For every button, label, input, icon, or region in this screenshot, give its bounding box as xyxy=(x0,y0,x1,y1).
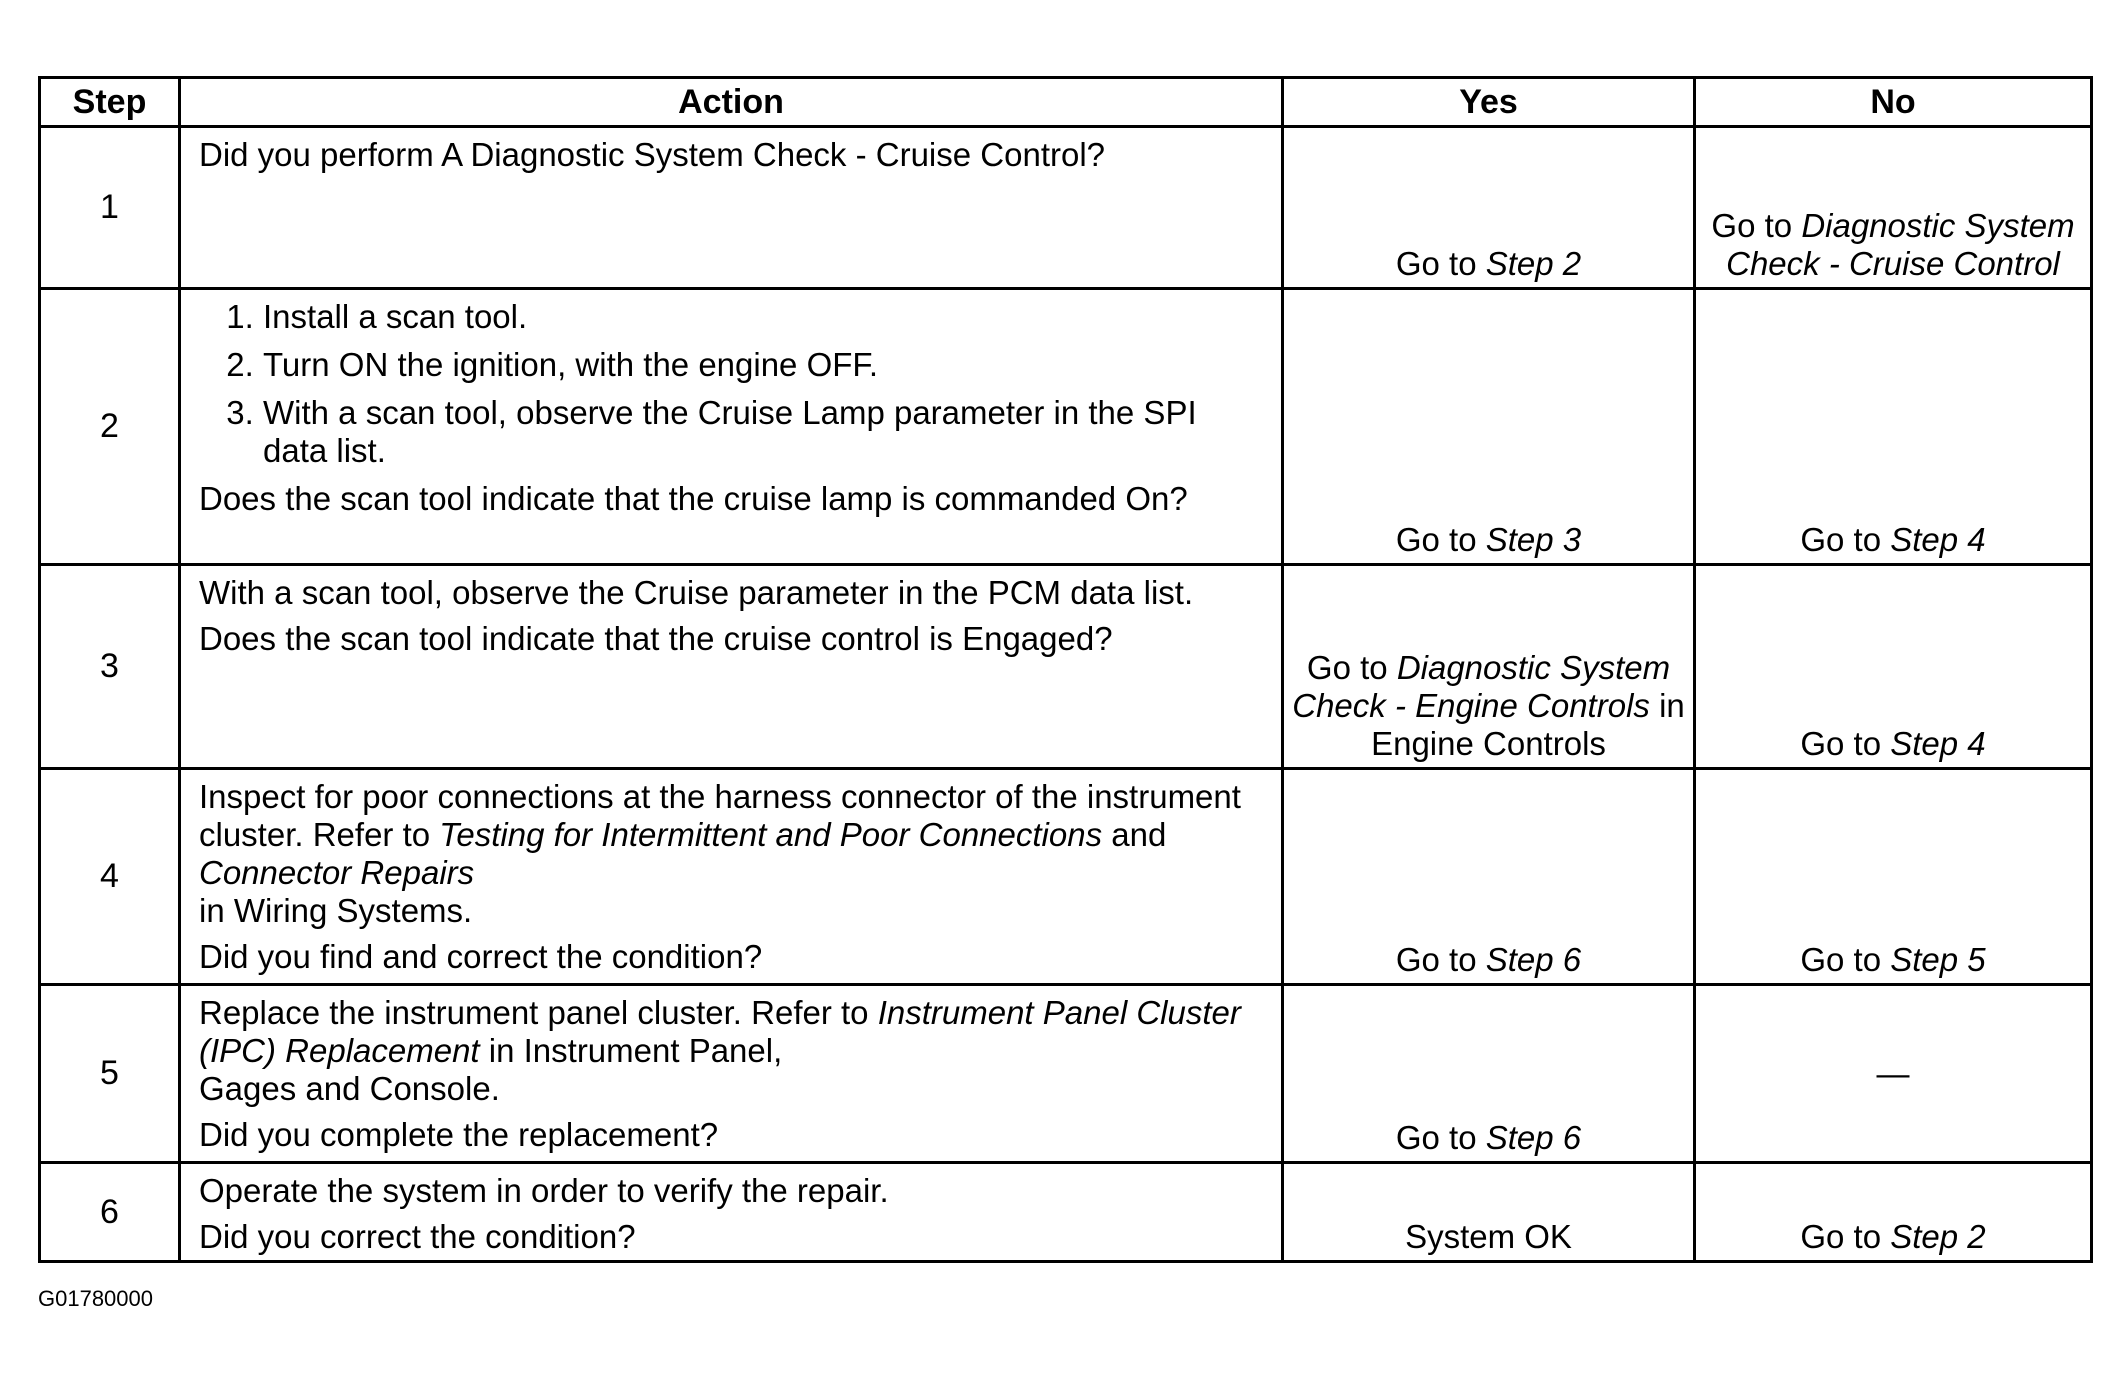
action-cell xyxy=(180,769,1283,985)
no-reference-link[interactable]: Step 5 xyxy=(1890,941,1986,978)
action-text-part: Inspect for poor connections at the harness connector of the instrument cluster. Refer to xyxy=(199,778,1241,853)
header-step: Step xyxy=(40,78,180,127)
diagnostic-table xyxy=(38,76,2093,1263)
figure-id: G01780000 xyxy=(38,1286,153,1311)
action-cell xyxy=(180,289,1283,565)
action-text xyxy=(199,994,1267,1108)
yes-cell xyxy=(1283,127,1695,289)
no-reference-link[interactable]: Step 4 xyxy=(1890,521,1986,558)
header-no: No xyxy=(1695,78,2092,127)
step-number: 4 xyxy=(40,769,180,985)
action-text-part: Gages and Console. xyxy=(199,1070,500,1107)
no-cell xyxy=(1695,289,2092,565)
step-number: 6 xyxy=(40,1163,180,1262)
action-question: Did you perform A Diagnostic System Check - Cruise Control? xyxy=(199,136,1106,173)
table-row xyxy=(40,565,2092,769)
no-reference-link[interactable]: Step 2 xyxy=(1890,1218,1986,1255)
action-text: With a scan tool, observe the Cruise parameter in the PCM data list. xyxy=(199,574,1194,611)
no-cell xyxy=(1695,565,2092,769)
action-question: Does the scan tool indicate that the cruise lamp is commanded On? xyxy=(199,480,1188,517)
header-action: Action xyxy=(180,78,1283,127)
action-text-part: and xyxy=(1102,816,1167,853)
no-prefix: Go to xyxy=(1800,941,1891,978)
yes-prefix: Go to xyxy=(1395,521,1486,558)
no-prefix: Go to xyxy=(1800,725,1891,762)
yes-text: System OK xyxy=(1405,1218,1572,1255)
action-reference-link[interactable]: Connector Repairs xyxy=(199,854,475,891)
no-cell xyxy=(1695,1163,2092,1262)
yes-cell xyxy=(1283,1163,1695,1262)
table-row xyxy=(40,289,2092,565)
action-cell xyxy=(180,985,1283,1163)
table-row xyxy=(40,127,2092,289)
step-number: 5 xyxy=(40,985,180,1163)
no-prefix: Go to xyxy=(1711,207,1802,244)
yes-prefix: Go to xyxy=(1395,245,1486,282)
action-text-part: Replace the instrument panel cluster. Refer to xyxy=(199,994,878,1031)
yes-reference-link[interactable]: Step 6 xyxy=(1485,941,1582,978)
header-yes: Yes xyxy=(1283,78,1695,127)
no-prefix: Go to xyxy=(1800,1218,1891,1255)
action-step: 1. Install a scan tool. xyxy=(263,298,1267,336)
action-reference-link[interactable]: Instrument Panel Cluster (IPC) Replacement xyxy=(199,994,1241,1069)
action-cell xyxy=(180,1163,1283,1262)
step-number: 2 xyxy=(40,289,180,565)
no-cell xyxy=(1695,769,2092,985)
no-prefix: Go to xyxy=(1800,521,1891,558)
yes-cell xyxy=(1283,565,1695,769)
action-cell xyxy=(180,127,1283,289)
action-question: Did you complete the replacement? xyxy=(199,1116,719,1153)
no-reference-link[interactable]: Step 4 xyxy=(1890,725,1986,762)
action-text-part: in Wiring Systems. xyxy=(199,892,473,929)
yes-reference-link[interactable]: Diagnostic System Check - Engine Controls xyxy=(1292,649,1671,724)
action-reference-link[interactable]: Testing for Intermittent and Poor Connections xyxy=(439,816,1103,853)
action-question: Did you find and correct the condition? xyxy=(199,938,763,975)
action-cell xyxy=(180,565,1283,769)
action-text xyxy=(199,778,1267,930)
action-step: 2. Turn ON the ignition, with the engine OFF. xyxy=(263,346,1267,384)
no-dash: — xyxy=(1876,1054,1910,1092)
table-row xyxy=(40,1163,2092,1262)
yes-suffix: in Engine Controls xyxy=(1371,687,1685,762)
action-step: 3. With a scan tool, observe the Cruise Lamp parameter in the SPI data list. xyxy=(263,394,1267,470)
action-step-list xyxy=(199,298,1267,470)
step-number: 3 xyxy=(40,565,180,769)
yes-reference-link[interactable]: Step 6 xyxy=(1485,1119,1582,1156)
table-row xyxy=(40,985,2092,1163)
table-row xyxy=(40,769,2092,985)
yes-prefix: Go to xyxy=(1306,649,1397,686)
no-cell xyxy=(1695,985,2092,1163)
yes-reference-link[interactable]: Step 2 xyxy=(1485,245,1582,282)
yes-prefix: Go to xyxy=(1395,1119,1486,1156)
yes-cell xyxy=(1283,769,1695,985)
yes-reference-link[interactable]: Step 3 xyxy=(1485,521,1582,558)
header-row xyxy=(40,78,2092,127)
no-cell xyxy=(1695,127,2092,289)
yes-cell xyxy=(1283,985,1695,1163)
step-number: 1 xyxy=(40,127,180,289)
yes-prefix: Go to xyxy=(1395,941,1486,978)
action-question: Did you correct the condition? xyxy=(199,1218,636,1255)
action-text-part: in Instrument Panel, xyxy=(479,1032,783,1069)
yes-cell xyxy=(1283,289,1695,565)
action-question: Does the scan tool indicate that the cruise control is Engaged? xyxy=(199,620,1113,657)
action-text: Operate the system in order to verify the repair. xyxy=(199,1172,889,1209)
no-reference-link[interactable]: Diagnostic System Check - Cruise Control xyxy=(1726,207,2075,282)
